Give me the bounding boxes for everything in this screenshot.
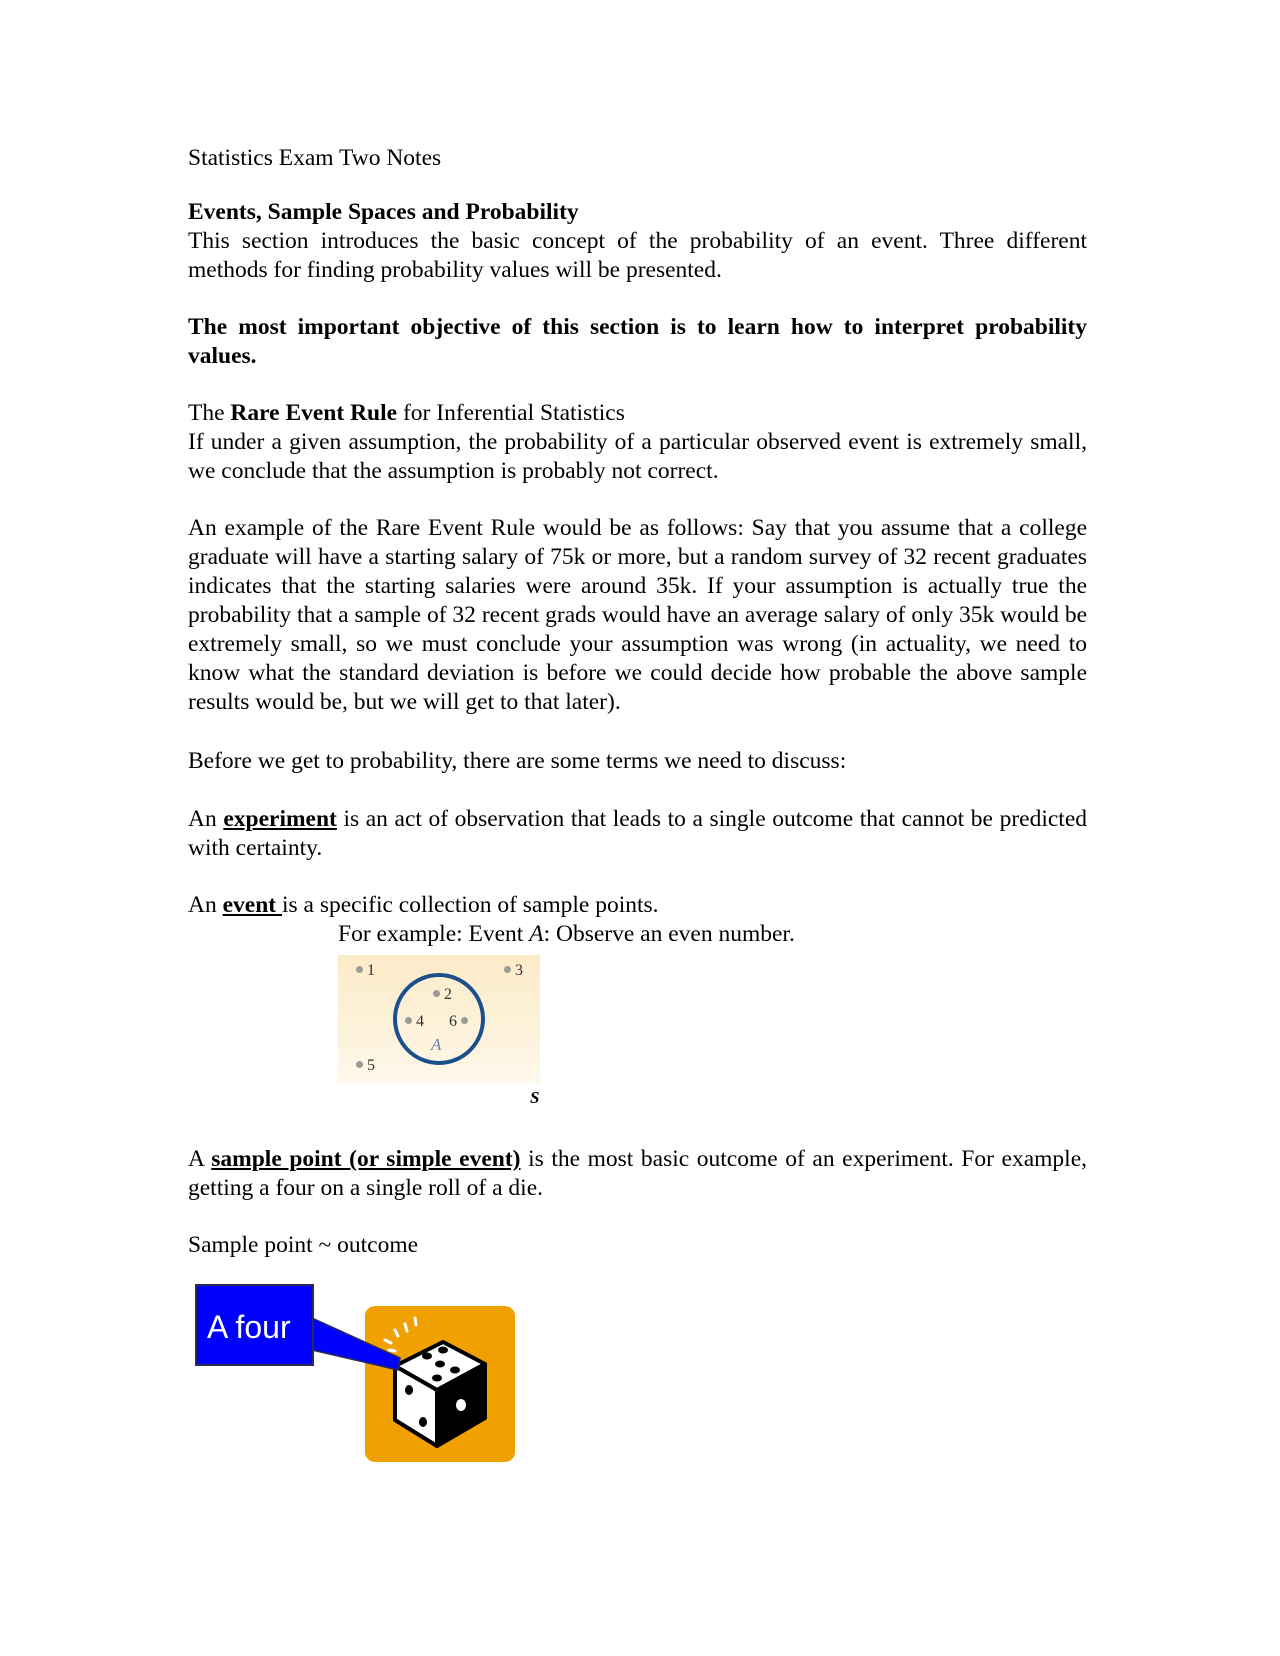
section-heading: Events, Sample Spaces and Probability: [188, 199, 579, 225]
sample-point-6: 6: [449, 1014, 468, 1030]
sample-space-label: S: [530, 1088, 540, 1107]
experiment-def: is an act of observation that leads to a single outcome that cannot be predicted with certainty.: [188, 806, 1087, 861]
document-title: Statistics Exam Two Notes: [188, 145, 442, 171]
event-example-prefix: For example: Event: [338, 921, 530, 947]
rare-rule-term: Rare Event Rule: [230, 400, 398, 426]
event-def: is a specific collection of sample points.: [282, 892, 659, 918]
sample-point-def: is the most basic outcome of an experiment. For example, getting a four on a single roll of a die.: [188, 1146, 1087, 1201]
sample-point-2: 2: [433, 987, 452, 1003]
sample-point-5: 5: [356, 1058, 375, 1074]
rare-event-rule-heading: [188, 399, 625, 428]
sample-point-1: 1: [356, 963, 375, 979]
event-prefix: An: [188, 892, 223, 918]
point-dot-icon: [356, 966, 363, 973]
rare-rule-suffix: for Inferential Statistics: [397, 400, 625, 426]
sample-point-term: sample point (or simple event): [211, 1146, 521, 1172]
sample-point-prefix: A: [188, 1146, 212, 1172]
rare-event-rule-text: If under a given assumption, the probability of a particular observed event is extremely small, we conclude that the assumption is probably not correct.: [188, 429, 1087, 484]
die-tile: [365, 1306, 515, 1462]
point-dot-icon: [405, 1017, 412, 1024]
event-definition: [188, 891, 659, 920]
example-paragraph: An example of the Rare Event Rule would be as follows: Say that you assume that a college graduate will have a starting salary of 75k or more, but a random survey of 32 recent graduates indicates that the starting salaries were around 35k. If your assumption is actually true the probability that a sample of 32 recent grads would have an average salary of only 35k would be extremely small, so we must conclude your assumption was wrong (in actuality, we need to know what the standard deviation is before we could decide how probable the above sample results would be, but we will get to that later).: [188, 515, 1087, 715]
point-dot-icon: [433, 990, 440, 997]
die-icon: [365, 1306, 515, 1462]
sample-point-3: 3: [504, 963, 523, 979]
sample-point-definition: [188, 1145, 1087, 1203]
experiment-definition: [188, 805, 1087, 863]
intro-paragraph: This section introduces the basic concept of the probability of an event. Three different methods for finding probability values will be presented.: [188, 228, 1087, 283]
event-term: event: [222, 892, 282, 918]
rare-rule-prefix: The: [188, 400, 231, 426]
point-dot-icon: [461, 1017, 468, 1024]
experiment-term: experiment: [223, 806, 337, 832]
venn-diagram: [338, 955, 540, 1083]
objective-paragraph: The most important objective of this section is to learn how to interpret probability values.: [188, 314, 1087, 369]
terms-intro: Before we get to probability, there are some terms we need to discuss:: [188, 748, 847, 774]
point-dot-icon: [356, 1061, 363, 1068]
sample-point-4: 4: [405, 1014, 424, 1030]
experiment-prefix: An: [188, 806, 224, 832]
a-four-label-box: A four: [195, 1284, 314, 1366]
sample-point-tilde: Sample point ~ outcome: [188, 1232, 419, 1258]
event-example-suffix: : Observe an even number.: [543, 921, 795, 947]
event-example-var: A: [529, 921, 544, 947]
event-example: [338, 920, 795, 949]
point-dot-icon: [504, 966, 511, 973]
event-a-label: A: [431, 1035, 442, 1054]
